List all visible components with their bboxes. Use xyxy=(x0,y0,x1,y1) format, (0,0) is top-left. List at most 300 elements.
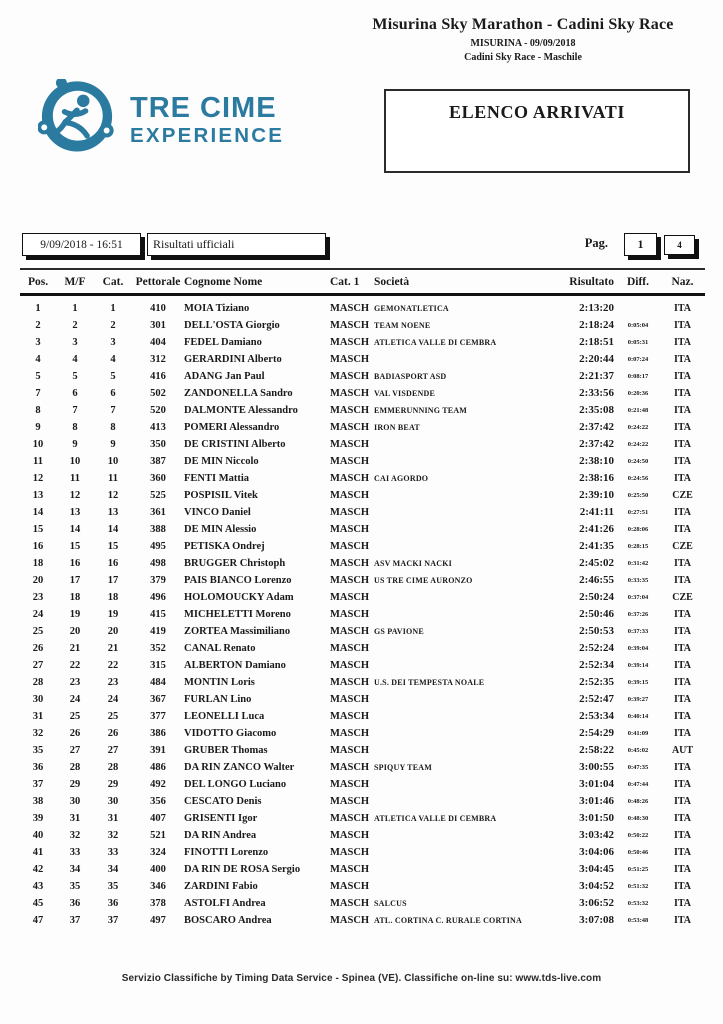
cell-pos: 7 xyxy=(35,388,41,399)
cell-cognome-nome: ZORTEA Massimiliano xyxy=(184,626,291,637)
cell-naz: ITA xyxy=(673,626,692,637)
cell-cat1: MASCH xyxy=(330,864,370,875)
cell-risultato: 3:07:08 xyxy=(579,914,614,926)
cell-naz: ITA xyxy=(673,558,692,569)
cell-cat: 32 xyxy=(107,830,119,841)
table-row xyxy=(20,487,705,504)
cell-cat1: MASCH xyxy=(330,558,370,569)
page-current: 1 xyxy=(637,237,644,251)
cell-cat1: MASCH xyxy=(330,847,370,858)
cell-pettorale: 502 xyxy=(150,388,166,399)
cell-naz: ITA xyxy=(673,354,692,365)
table-row xyxy=(20,742,705,759)
cell-risultato: 2:38:16 xyxy=(579,472,614,484)
cell-risultato: 3:03:42 xyxy=(579,829,614,841)
cell-mf: 21 xyxy=(69,643,81,654)
table-row xyxy=(20,691,705,708)
cell-cat1: MASCH xyxy=(330,643,370,654)
cell-cat1: MASCH xyxy=(330,490,370,501)
cell-societa: BADIASPORT ASD xyxy=(374,372,447,381)
cell-cognome-nome: MICHELETTI Moreno xyxy=(184,609,291,620)
cell-pettorale: 377 xyxy=(150,711,166,722)
cell-pettorale: 407 xyxy=(150,813,166,824)
cell-risultato: 2:54:29 xyxy=(579,727,614,739)
cell-pettorale: 413 xyxy=(150,422,166,433)
cell-naz: ITA xyxy=(673,388,692,399)
cell-diff: 0:20:36 xyxy=(627,390,649,397)
cell-cognome-nome: DALMONTE Alessandro xyxy=(184,405,298,416)
cell-naz: ITA xyxy=(673,456,692,467)
cell-cat: 7 xyxy=(110,405,116,416)
cell-pettorale: 350 xyxy=(150,439,166,450)
cell-cognome-nome: FEDEL Damiano xyxy=(184,337,262,348)
document-header xyxy=(330,16,716,63)
cell-mf: 26 xyxy=(69,728,81,739)
table-row xyxy=(20,521,705,538)
cell-risultato: 3:01:50 xyxy=(579,812,614,824)
cell-cognome-nome: CANAL Renato xyxy=(184,643,256,654)
cell-cat1: MASCH xyxy=(330,830,370,841)
table-row xyxy=(20,453,705,470)
cell-diff: 0:31:42 xyxy=(627,560,649,567)
cell-mf: 19 xyxy=(69,609,81,620)
cell-cat: 3 xyxy=(110,337,116,348)
cell-societa xyxy=(374,861,556,878)
cell-risultato: 2:18:24 xyxy=(579,319,614,331)
cell-societa xyxy=(374,708,556,725)
cell-cat: 35 xyxy=(107,881,119,892)
cell-naz: ITA xyxy=(673,439,692,450)
cell-mf: 33 xyxy=(69,847,81,858)
cell-risultato: 2:39:10 xyxy=(579,489,614,501)
cell-naz: ITA xyxy=(673,830,692,841)
cell-cat: 8 xyxy=(110,422,116,433)
cell-cat: 26 xyxy=(107,728,119,739)
cell-mf: 15 xyxy=(69,541,81,552)
cell-diff: 0:24:56 xyxy=(627,475,649,482)
cell-cat: 15 xyxy=(107,541,119,552)
cell-pettorale: 404 xyxy=(150,337,166,348)
cell-diff: 0:28:06 xyxy=(627,526,649,533)
cell-cat: 22 xyxy=(107,660,119,671)
cell-societa: VAL VISDENDE xyxy=(374,389,436,398)
cell-mf: 32 xyxy=(69,830,81,841)
cell-pos: 28 xyxy=(32,677,44,688)
cell-diff: 0:21:48 xyxy=(627,407,649,414)
cell-diff: 0:05:04 xyxy=(627,322,649,329)
cell-mf: 29 xyxy=(69,779,81,790)
cell-societa xyxy=(374,453,556,470)
tre-cime-logo xyxy=(38,79,284,162)
cell-risultato: 2:52:35 xyxy=(579,676,614,688)
cell-naz: ITA xyxy=(673,405,692,416)
cell-mf: 31 xyxy=(69,813,81,824)
cell-diff: 0:08:17 xyxy=(627,373,649,380)
cell-pos: 38 xyxy=(32,796,44,807)
cell-cat1: MASCH xyxy=(330,456,370,467)
cell-risultato: 2:45:02 xyxy=(579,557,614,569)
cell-cat1: MASCH xyxy=(330,575,370,586)
cell-diff: 0:39:15 xyxy=(627,679,649,686)
cell-diff: 0:24:22 xyxy=(627,441,649,448)
cell-cat: 24 xyxy=(107,694,119,705)
cell-pos: 9 xyxy=(35,422,41,433)
cell-pos: 41 xyxy=(32,847,44,858)
results-status: Risultati ufficiali xyxy=(153,237,235,251)
cell-cat1: MASCH xyxy=(330,592,370,603)
cell-pettorale: 356 xyxy=(150,796,166,807)
cell-cat: 4 xyxy=(110,354,116,365)
race-title: Misurina Sky Marathon - Cadini Sky Race xyxy=(372,16,674,33)
table-row xyxy=(20,793,705,810)
cell-cognome-nome: ASTOLFI Andrea xyxy=(184,898,266,909)
cell-pettorale: 386 xyxy=(150,728,166,739)
cell-cognome-nome: ZANDONELLA Sandro xyxy=(184,388,293,399)
cell-cognome-nome: HOLOMOUCKY Adam xyxy=(184,592,294,603)
cell-risultato: 2:37:42 xyxy=(579,438,614,450)
cell-diff: 0:39:27 xyxy=(627,696,649,703)
cell-diff: 0:07:24 xyxy=(627,356,649,363)
cell-cat: 2 xyxy=(110,320,116,331)
cell-mf: 1 xyxy=(72,303,78,314)
cell-cat1: MASCH xyxy=(330,915,370,926)
cell-naz: ITA xyxy=(673,711,692,722)
cell-diff: 0:50:22 xyxy=(627,832,649,839)
cell-cat: 20 xyxy=(107,626,119,637)
cell-cat: 11 xyxy=(108,473,118,484)
cell-cat1: MASCH xyxy=(330,405,370,416)
cell-naz: ITA xyxy=(673,694,692,705)
column-header-cognome-nome: Cognome Nome xyxy=(184,276,263,288)
cell-diff: 0:24:50 xyxy=(627,458,649,465)
cell-mf: 18 xyxy=(69,592,81,603)
table-body xyxy=(20,300,705,929)
cell-pos: 40 xyxy=(32,830,44,841)
cell-cat: 28 xyxy=(107,762,119,773)
cell-pos: 10 xyxy=(32,439,44,450)
cell-cognome-nome: ADANG Jan Paul xyxy=(184,371,265,382)
cell-naz: ITA xyxy=(673,473,692,484)
cell-cat1: MASCH xyxy=(330,711,370,722)
column-header-pos: Pos. xyxy=(27,276,49,288)
cell-cat: 21 xyxy=(107,643,119,654)
cell-cat: 19 xyxy=(107,609,119,620)
cell-mf: 37 xyxy=(69,915,81,926)
cell-risultato: 2:41:35 xyxy=(579,540,614,552)
cell-cognome-nome: PAIS BIANCO Lorenzo xyxy=(184,575,292,586)
page-total: 4 xyxy=(677,240,682,250)
table-row xyxy=(20,776,705,793)
cell-pettorale: 484 xyxy=(150,677,166,688)
info-bar xyxy=(22,233,695,256)
cell-pettorale: 379 xyxy=(150,575,166,586)
cell-diff: 0:47:35 xyxy=(627,764,649,771)
cell-mf: 30 xyxy=(69,796,81,807)
cell-cat: 30 xyxy=(107,796,119,807)
cell-cognome-nome: MONTIN Loris xyxy=(184,677,255,688)
cell-naz: AUT xyxy=(671,745,694,756)
cell-naz: ITA xyxy=(673,915,692,926)
cell-cat: 36 xyxy=(107,898,119,909)
cell-cat1: MASCH xyxy=(330,609,370,620)
pagination xyxy=(585,233,695,256)
cell-pos: 47 xyxy=(32,915,44,926)
table-row xyxy=(20,844,705,861)
table-row xyxy=(20,827,705,844)
cell-cognome-nome: FINOTTI Lorenzo xyxy=(184,847,269,858)
cell-cat: 23 xyxy=(107,677,119,688)
cell-risultato: 2:21:37 xyxy=(579,370,614,382)
cell-diff: 0:37:33 xyxy=(627,628,649,635)
cell-societa: ATL. CORTINA C. RURALE CORTINA xyxy=(374,916,522,925)
cell-risultato: 2:52:24 xyxy=(579,642,614,654)
cell-cat: 9 xyxy=(110,439,116,450)
cell-naz: ITA xyxy=(673,728,692,739)
cell-naz: ITA xyxy=(673,371,692,382)
cell-pos: 4 xyxy=(35,354,41,365)
cell-diff: 0:27:51 xyxy=(627,509,649,516)
cell-risultato: 2:35:08 xyxy=(579,404,614,416)
table-row xyxy=(20,385,705,402)
cell-cat1: MASCH xyxy=(330,337,370,348)
cell-societa: SALCUS xyxy=(374,899,407,908)
table-row xyxy=(20,657,705,674)
cell-mf: 16 xyxy=(69,558,81,569)
cell-diff: 0:25:50 xyxy=(627,492,649,499)
table-row xyxy=(20,708,705,725)
cell-naz: CZE xyxy=(672,541,693,552)
page-total-box xyxy=(664,235,695,255)
cell-risultato: 2:58:22 xyxy=(579,744,614,756)
cell-cat1: MASCH xyxy=(330,524,370,535)
cell-diff: 0:28:15 xyxy=(627,543,649,550)
table-row xyxy=(20,912,705,929)
cell-cat1: MASCH xyxy=(330,626,370,637)
cell-mf: 2 xyxy=(72,320,78,331)
cell-naz: ITA xyxy=(673,422,692,433)
cell-cat1: MASCH xyxy=(330,354,370,365)
cell-societa: GEMONATLETICA xyxy=(374,304,449,313)
cell-pos: 45 xyxy=(32,898,44,909)
cell-mf: 25 xyxy=(69,711,81,722)
cell-pos: 16 xyxy=(32,541,44,552)
cell-naz: ITA xyxy=(673,320,692,331)
cell-cat: 29 xyxy=(107,779,119,790)
cell-cognome-nome: GRUBER Thomas xyxy=(184,745,268,756)
cell-mf: 27 xyxy=(69,745,81,756)
table-row xyxy=(20,300,705,317)
cell-cognome-nome: DEL LONGO Luciano xyxy=(184,779,287,790)
table-row xyxy=(20,895,705,912)
cell-pettorale: 388 xyxy=(150,524,166,535)
datetime-box xyxy=(22,233,141,256)
cell-risultato: 2:33:56 xyxy=(579,387,614,399)
cell-pettorale: 378 xyxy=(150,898,166,909)
column-header-cat: Cat. xyxy=(102,276,124,288)
cell-cat1: MASCH xyxy=(330,660,370,671)
cell-risultato: 2:50:53 xyxy=(579,625,614,637)
cell-pettorale: 416 xyxy=(150,371,166,382)
column-header-diff: Diff. xyxy=(626,276,650,288)
cell-risultato: 3:00:55 xyxy=(579,761,614,773)
table-row xyxy=(20,623,705,640)
cell-societa xyxy=(374,657,556,674)
cell-mf: 23 xyxy=(69,677,81,688)
cell-mf: 9 xyxy=(72,439,78,450)
cell-risultato: 3:01:46 xyxy=(579,795,614,807)
cell-cognome-nome: PETISKA Ondrej xyxy=(184,541,265,552)
cell-pos: 32 xyxy=(32,728,44,739)
cell-cat1: MASCH xyxy=(330,422,370,433)
cell-naz: CZE xyxy=(672,490,693,501)
cell-naz: ITA xyxy=(673,643,692,654)
cell-cat: 27 xyxy=(107,745,119,756)
cell-pettorale: 391 xyxy=(150,745,166,756)
table-row xyxy=(20,402,705,419)
cell-cognome-nome: BOSCARO Andrea xyxy=(184,915,272,926)
cell-diff: 0:48:30 xyxy=(627,815,649,822)
cell-mf: 34 xyxy=(69,864,81,875)
table-row xyxy=(20,810,705,827)
cell-cat: 33 xyxy=(107,847,119,858)
logo-text xyxy=(130,94,284,147)
footer-text: Servizio Classifiche by Timing Data Service - Spinea (VE). Classifiche on-line su: www.tds-live.com xyxy=(121,973,602,984)
cell-societa: IRON BEAT xyxy=(374,423,420,432)
cell-pos: 39 xyxy=(32,813,44,824)
table-row xyxy=(20,419,705,436)
cell-societa: GS PAVIONE xyxy=(374,627,424,636)
cell-pettorale: 367 xyxy=(150,694,166,705)
cell-risultato: 3:04:06 xyxy=(579,846,614,858)
column-header-pettorale: Pettorale xyxy=(135,276,181,288)
cell-mf: 12 xyxy=(69,490,81,501)
cell-risultato: 2:53:34 xyxy=(579,710,614,722)
cell-mf: 3 xyxy=(72,337,78,348)
cell-pos: 30 xyxy=(32,694,44,705)
cell-risultato: 2:52:47 xyxy=(579,693,614,705)
cell-naz: ITA xyxy=(673,303,692,314)
cell-cat: 37 xyxy=(107,915,119,926)
cell-naz: ITA xyxy=(673,796,692,807)
cell-naz: ITA xyxy=(673,898,692,909)
cell-societa xyxy=(374,691,556,708)
cell-cat1: MASCH xyxy=(330,371,370,382)
cell-diff: 0:45:02 xyxy=(627,747,649,754)
table-row xyxy=(20,555,705,572)
table-header-row xyxy=(20,268,705,296)
cell-pettorale: 415 xyxy=(150,609,166,620)
cell-cognome-nome: LEONELLI Luca xyxy=(184,711,265,722)
cell-societa xyxy=(374,742,556,759)
cell-pos: 18 xyxy=(32,558,44,569)
cell-naz: ITA xyxy=(673,864,692,875)
cell-diff: 0:24:22 xyxy=(627,424,649,431)
results-table xyxy=(20,268,705,929)
cell-diff: 0:47:44 xyxy=(627,781,649,788)
cell-cat1: MASCH xyxy=(330,541,370,552)
cell-risultato: 2:50:46 xyxy=(579,608,614,620)
cell-cognome-nome: DELL'OSTA Giorgio xyxy=(184,320,280,331)
cell-pos: 36 xyxy=(32,762,44,773)
cell-pos: 43 xyxy=(32,881,44,892)
elenco-arrivati-box xyxy=(384,89,690,173)
cell-pos: 15 xyxy=(32,524,44,535)
table-row xyxy=(20,759,705,776)
cell-societa: US TRE CIME AURONZO xyxy=(374,576,473,585)
table-row xyxy=(20,317,705,334)
cell-cat1: MASCH xyxy=(330,762,370,773)
cell-cognome-nome: CESCATO Denis xyxy=(184,796,262,807)
cell-pos: 8 xyxy=(35,405,41,416)
cell-diff: 0:40:14 xyxy=(627,713,649,720)
cell-cat: 10 xyxy=(107,456,119,467)
table-row xyxy=(20,504,705,521)
cell-risultato: 2:13:20 xyxy=(579,302,614,314)
cell-pos: 12 xyxy=(32,473,44,484)
cell-cat1: MASCH xyxy=(330,388,370,399)
cell-societa: EMMERUNNING TEAM xyxy=(374,406,468,415)
cell-pettorale: 352 xyxy=(150,643,166,654)
cell-mf: 14 xyxy=(69,524,81,535)
cell-pos: 14 xyxy=(32,507,44,518)
cell-pos: 20 xyxy=(32,575,44,586)
cell-naz: ITA xyxy=(673,779,692,790)
table-row xyxy=(20,538,705,555)
cell-mf: 10 xyxy=(69,456,81,467)
cell-pettorale: 486 xyxy=(150,762,166,773)
cell-societa: CAI AGORDO xyxy=(374,474,429,483)
cell-cognome-nome: DA RIN Andrea xyxy=(184,830,257,841)
cell-societa: ATLETICA VALLE DI CEMBRA xyxy=(374,814,497,823)
cell-risultato: 2:38:10 xyxy=(579,455,614,467)
cell-pettorale: 496 xyxy=(150,592,166,603)
cell-naz: ITA xyxy=(673,507,692,518)
cell-cat: 12 xyxy=(107,490,119,501)
cell-diff: 0:48:26 xyxy=(627,798,649,805)
cell-cat1: MASCH xyxy=(330,881,370,892)
cell-cognome-nome: GERARDINI Alberto xyxy=(184,354,282,365)
cell-societa: U.S. DEI TEMPESTA NOALE xyxy=(374,678,485,687)
cell-risultato: 2:18:51 xyxy=(579,336,614,348)
cell-cognome-nome: DA RIN ZANCO Walter xyxy=(184,762,295,773)
cell-cat1: MASCH xyxy=(330,796,370,807)
cell-pos: 31 xyxy=(32,711,44,722)
cell-pos: 26 xyxy=(32,643,44,654)
cell-diff: 0:53:48 xyxy=(627,917,649,924)
cell-cat1: MASCH xyxy=(330,898,370,909)
cell-cat1: MASCH xyxy=(330,677,370,688)
cell-cat: 1 xyxy=(110,303,116,314)
cell-cognome-nome: DA RIN DE ROSA Sergio xyxy=(184,864,301,875)
column-header-naz: Naz. xyxy=(671,276,694,288)
cell-naz: ITA xyxy=(673,813,692,824)
cell-naz: ITA xyxy=(673,677,692,688)
page-label: Pag. xyxy=(584,236,608,250)
cell-cat: 5 xyxy=(110,371,116,382)
cell-naz: CZE xyxy=(672,592,693,603)
cell-cognome-nome: ZARDINI Fabio xyxy=(184,881,258,892)
cell-mf: 7 xyxy=(72,405,78,416)
cell-pos: 1 xyxy=(35,303,41,314)
cell-risultato: 2:50:24 xyxy=(579,591,614,603)
cell-cognome-nome: DE MIN Niccolo xyxy=(184,456,259,467)
cell-pettorale: 410 xyxy=(150,303,166,314)
cell-societa: SPIQUY TEAM xyxy=(374,763,432,772)
race-category: Cadini Sky Race - Maschile xyxy=(464,52,582,63)
cell-risultato: 2:46:55 xyxy=(579,574,614,586)
cell-mf: 6 xyxy=(72,388,78,399)
cell-pettorale: 360 xyxy=(150,473,166,484)
